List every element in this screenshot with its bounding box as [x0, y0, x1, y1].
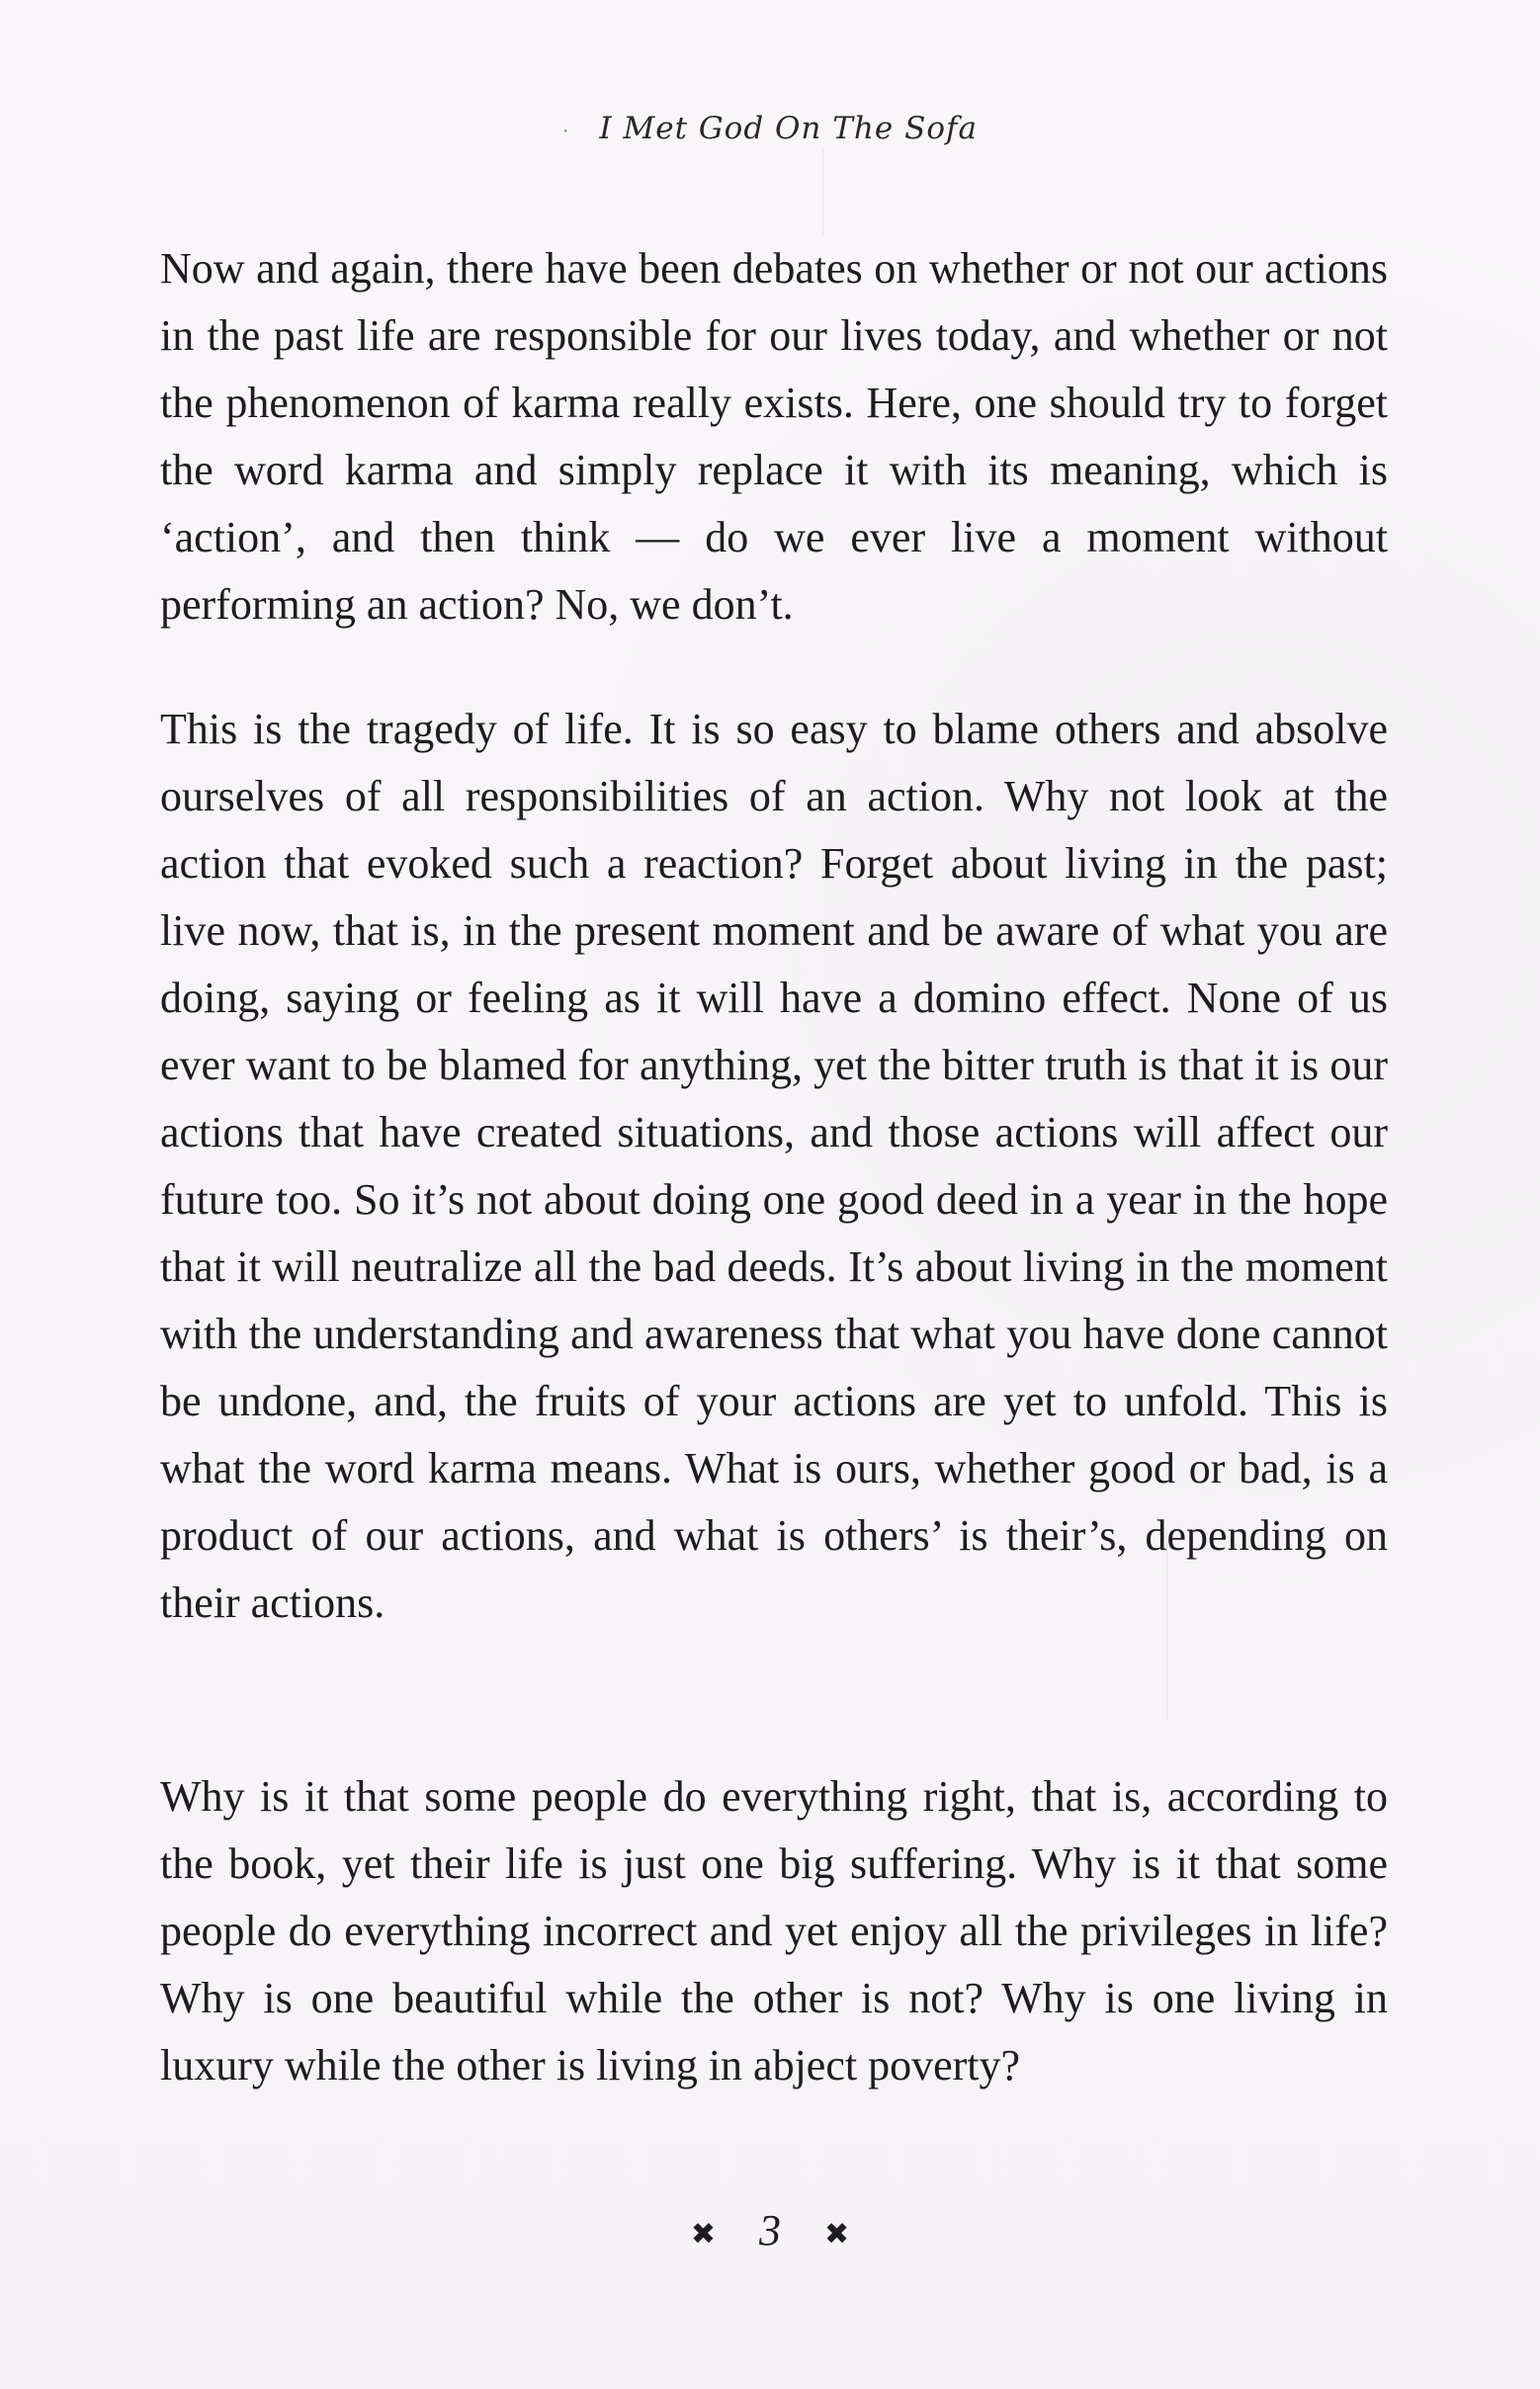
page-number: 3	[759, 2206, 781, 2255]
page-folio	[0, 2205, 1540, 2256]
body-paragraph	[160, 235, 1388, 639]
running-head	[0, 111, 1540, 146]
folio-ornament-left-icon: ✖	[690, 2217, 716, 2253]
scan-crease	[822, 148, 823, 237]
paragraph-text: Now and again, there have been debates on whether or not our actions in the past life are responsible for our lives today, and whether or not the phenomenon of karma really exists. Here, one should try to forget the word karma and simply replace it with its meaning, which is ‘action’, and then think — do we ever live a moment without performing an action? No, we don’t.	[160, 244, 1388, 629]
running-head-dot: ·	[562, 118, 570, 142]
body-paragraph	[160, 696, 1388, 1637]
running-head-title: I Met God On The Sofa	[599, 111, 978, 146]
body-paragraph	[160, 1763, 1388, 2099]
paragraph-text: This is the tragedy of life. It is so easy to blame others and absolve ourselves of all responsibilities of an action. Why not look at the action that evoked such a reaction? Forget about living in the past; live now, that is, in the present moment and be aware of what you are doing, saying or feeling as it will have a domino effect. None of us ever want to be blamed for anything, yet the bitter truth is that it is our actions that have created situations, and those actions will affect our future too. So it’s not about doing one good deed in a year in the hope that it will neutralize all the bad deeds. It’s about living in the moment with the understanding and awareness that what you have done cannot be undone, and, the fruits of your actions are yet to unfold. This is what the word karma means. What is ours, whether good or bad, is a product of our actions, and what is others’ is their’s, depending on their actions.	[160, 705, 1388, 1627]
folio-ornament-right-icon: ✖	[824, 2217, 850, 2253]
paragraph-text: Why is it that some people do everything right, that is, according to the book, yet their life is just one big suffering. Why is it that some people do everything incorrect and yet enjoy all the privileges in life? Why is one beautiful while the other is not? Why is one living in luxury while the other is living in abject poverty?	[160, 1772, 1388, 2090]
